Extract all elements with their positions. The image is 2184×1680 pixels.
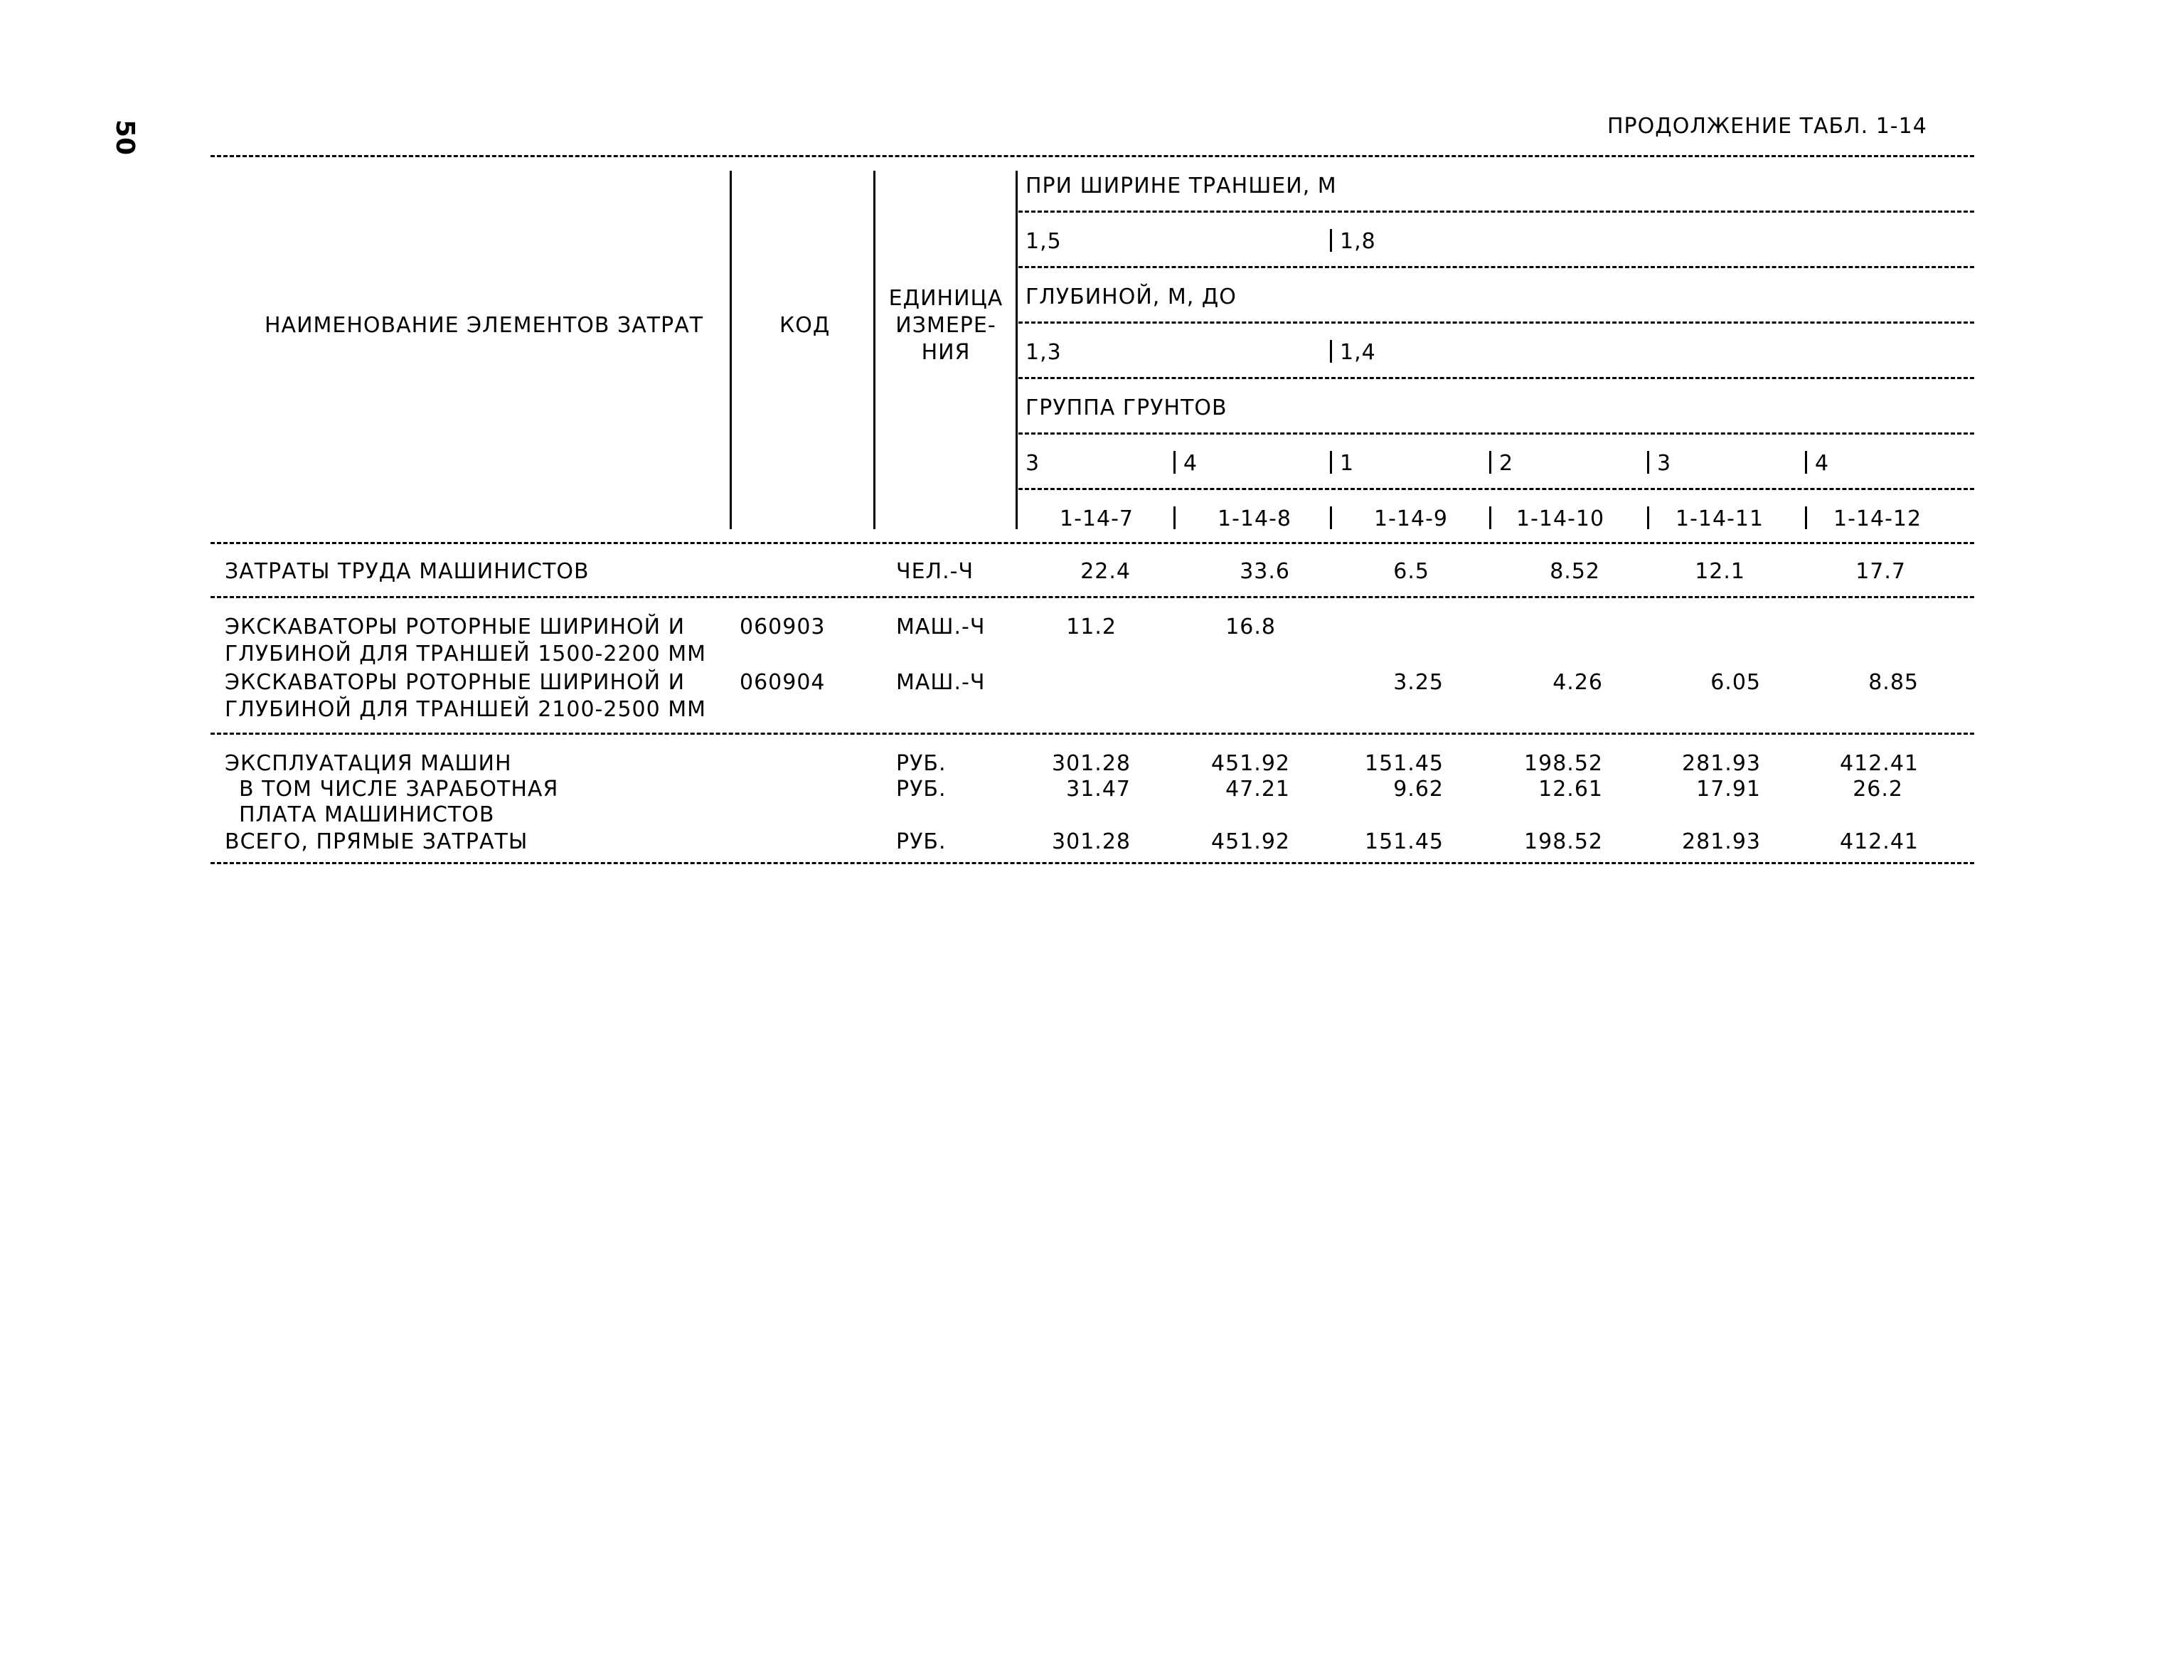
rule-labor-bottom (211, 596, 1974, 598)
row-wages-name-2: ПЛАТА МАШИНИСТОВ (239, 802, 495, 827)
row-wages-v1: 31.47 (1066, 777, 1131, 802)
vbar-soil-4 (1489, 451, 1491, 474)
rule-h5 (1018, 432, 1974, 435)
row-labor-v2: 33.6 (1240, 559, 1290, 584)
row-exc2-unit: МАШ.-Ч (896, 670, 986, 695)
header-unit-line2: ИЗМЕРЕ- (895, 313, 996, 338)
row-exc1-name-1: ЭКСКАВАТОРЫ РОТОРНЫЕ ШИРИНОЙ И (225, 615, 686, 639)
row-labor-v5: 12.1 (1695, 559, 1745, 584)
rule-bottom (211, 862, 1974, 864)
vbar-code-2 (1173, 506, 1176, 529)
vbar-unit-values (1016, 171, 1018, 529)
norm-code-3: 1-14-9 (1374, 506, 1448, 531)
vbar-code-4 (1489, 506, 1491, 529)
row-exc1-name-2: ГЛУБИНОЙ ДЛЯ ТРАНШЕЙ 1500-2200 ММ (225, 642, 707, 666)
row-total-v5: 281.93 (1682, 829, 1761, 854)
row-wages-v3: 9.62 (1393, 777, 1444, 802)
vbar-soil-2 (1173, 451, 1176, 474)
rule-h1 (1018, 211, 1974, 213)
row-total-v4: 198.52 (1524, 829, 1603, 854)
table-caption: ПРОДОЛЖЕНИЕ ТАБЛ. 1-14 (1607, 114, 1927, 139)
rule-h6 (1018, 488, 1974, 490)
norm-code-4: 1-14-10 (1516, 506, 1605, 531)
row-operation-v6: 412.41 (1840, 751, 1919, 776)
row-labor-v4: 8.52 (1550, 559, 1600, 584)
row-exc2-name-1: ЭКСКАВАТОРЫ РОТОРНЫЕ ШИРИНОЙ И (225, 670, 686, 695)
norm-code-2: 1-14-8 (1218, 506, 1291, 531)
row-operation-unit: РУБ. (896, 751, 947, 776)
rule-machines-bottom (211, 733, 1974, 735)
header-depth-title: ГЛУБИНОЙ, М, ДО (1026, 285, 1237, 309)
row-wages-v6: 26.2 (1853, 777, 1903, 802)
vbar-soil-5 (1647, 451, 1649, 474)
vbar-width-split (1330, 229, 1332, 252)
row-operation-v5: 281.93 (1682, 751, 1761, 776)
row-operation-v3: 151.45 (1365, 751, 1444, 776)
soil-group-2: 4 (1183, 451, 1198, 476)
row-operation-v2: 451.92 (1211, 751, 1290, 776)
row-wages-unit: РУБ. (896, 777, 947, 802)
header-unit-line1: ЕДИНИЦА (888, 286, 1003, 311)
row-labor-v6: 17.7 (1855, 559, 1906, 584)
norm-code-6: 1-14-12 (1833, 506, 1922, 531)
norm-code-1: 1-14-7 (1060, 506, 1134, 531)
rule-header-bottom (211, 542, 1974, 544)
row-operation-v4: 198.52 (1524, 751, 1603, 776)
header-width-title: ПРИ ШИРИНЕ ТРАНШЕИ, М (1026, 174, 1337, 198)
soil-group-5: 3 (1657, 451, 1672, 476)
rule-top (211, 155, 1974, 157)
header-width-2: 1,8 (1340, 229, 1376, 254)
vbar-code-3 (1330, 506, 1332, 529)
row-wages-v5: 17.91 (1696, 777, 1761, 802)
row-wages-v4: 12.61 (1538, 777, 1603, 802)
vbar-depth-split (1330, 340, 1332, 363)
norm-code-5: 1-14-11 (1676, 506, 1764, 531)
soil-group-4: 2 (1499, 451, 1514, 476)
vbar-code-5 (1647, 506, 1649, 529)
row-labor-unit: ЧЕЛ.-Ч (896, 559, 974, 584)
row-exc2-name-2: ГЛУБИНОЙ ДЛЯ ТРАНШЕЙ 2100-2500 ММ (225, 697, 707, 722)
row-operation-name: ЭКСПЛУАТАЦИЯ МАШИН (225, 751, 512, 776)
vbar-name-code (730, 171, 732, 529)
row-labor-name: ЗАТРАТЫ ТРУДА МАШИНИСТОВ (225, 559, 590, 584)
row-total-v2: 451.92 (1211, 829, 1290, 854)
row-exc1-v2: 16.8 (1225, 615, 1276, 639)
row-exc2-v5: 6.05 (1710, 670, 1761, 695)
header-soil-title: ГРУППА ГРУНТОВ (1026, 395, 1227, 420)
soil-group-6: 4 (1815, 451, 1830, 476)
rule-h2 (1018, 266, 1974, 268)
row-total-v3: 151.45 (1365, 829, 1444, 854)
vbar-soil-3 (1330, 451, 1332, 474)
header-depth-2: 1,4 (1340, 340, 1376, 365)
row-operation-v1: 301.28 (1052, 751, 1131, 776)
vbar-code-unit (873, 171, 875, 529)
row-exc2-v4: 4.26 (1552, 670, 1603, 695)
vbar-soil-6 (1805, 451, 1807, 474)
row-exc2-code: 060904 (740, 670, 826, 695)
page-number: 50 (110, 119, 139, 156)
header-name-col: НАИМЕНОВАНИЕ ЭЛЕМЕНТОВ ЗАТРАТ (265, 313, 704, 338)
vbar-code-6 (1805, 506, 1807, 529)
row-labor-v3: 6.5 (1393, 559, 1429, 584)
row-exc2-v6: 8.85 (1868, 670, 1919, 695)
rule-h4 (1018, 377, 1974, 379)
header-code-col: КОД (779, 313, 831, 338)
row-total-unit: РУБ. (896, 829, 947, 854)
row-total-v6: 412.41 (1840, 829, 1919, 854)
row-exc2-v3: 3.25 (1393, 670, 1444, 695)
rule-h3 (1018, 321, 1974, 324)
row-exc1-code: 060903 (740, 615, 826, 639)
row-exc1-v1: 11.2 (1066, 615, 1117, 639)
header-unit-line3: НИЯ (921, 340, 971, 365)
row-total-name: ВСЕГО, ПРЯМЫЕ ЗАТРАТЫ (225, 829, 528, 854)
soil-group-3: 1 (1340, 451, 1355, 476)
header-depth-1: 1,3 (1026, 340, 1062, 365)
row-wages-name-1: В ТОМ ЧИСЛЕ ЗАРАБОТНАЯ (239, 777, 559, 802)
row-total-v1: 301.28 (1052, 829, 1131, 854)
header-width-1: 1,5 (1026, 229, 1062, 254)
row-wages-v2: 47.21 (1225, 777, 1290, 802)
soil-group-1: 3 (1026, 451, 1040, 476)
row-exc1-unit: МАШ.-Ч (896, 615, 986, 639)
row-labor-v1: 22.4 (1080, 559, 1131, 584)
